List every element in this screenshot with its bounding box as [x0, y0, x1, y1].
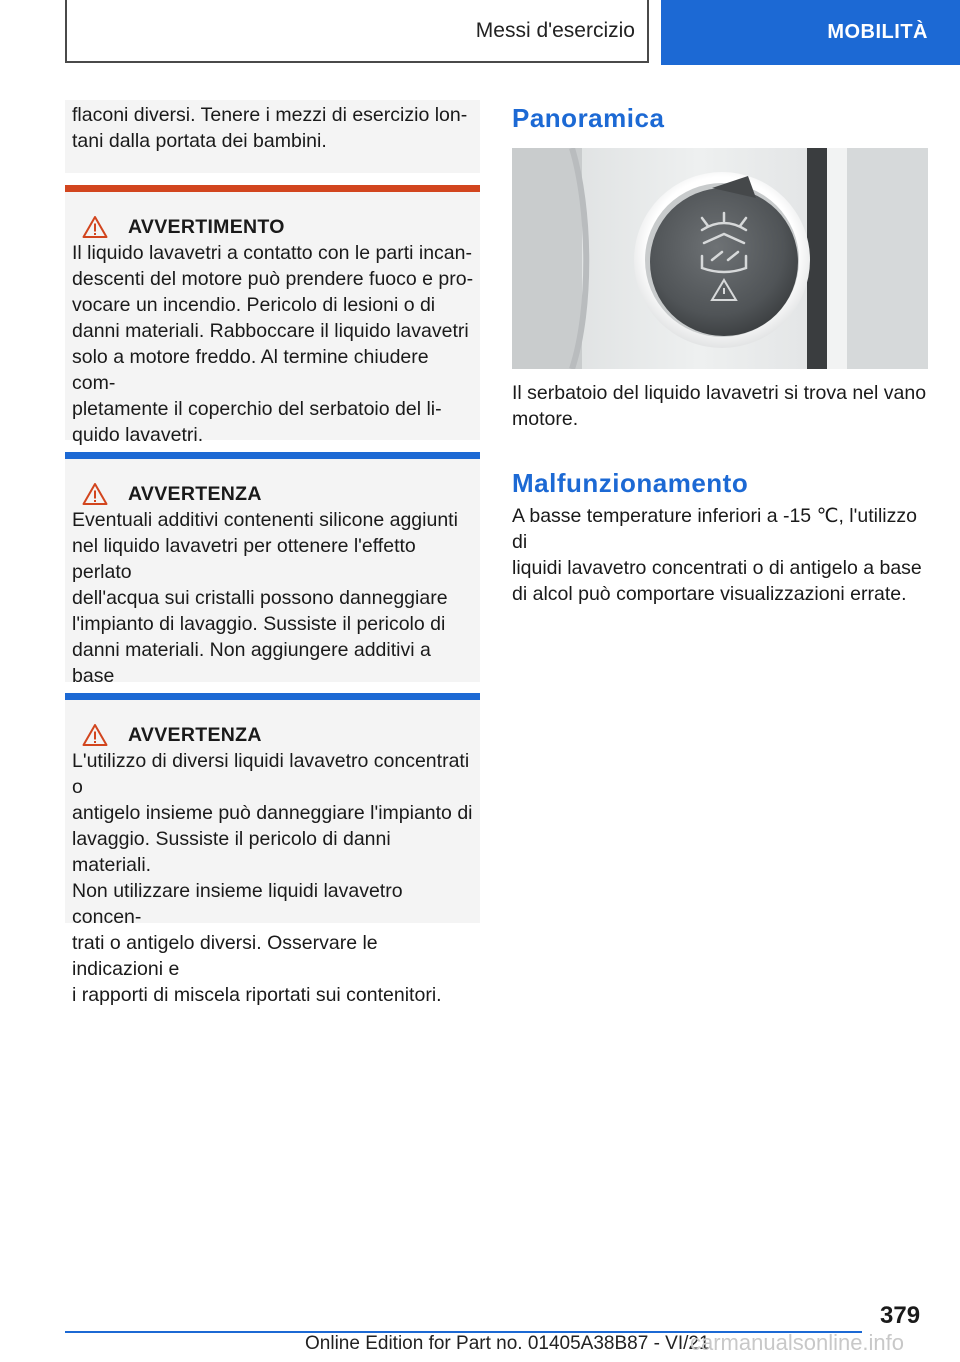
warning-box-2	[65, 452, 480, 687]
warning-bar-red	[65, 185, 480, 192]
chapter-title: MOBILITÀ	[827, 21, 928, 43]
warning-triangle-icon	[82, 723, 108, 747]
warning-title: AVVERTENZA	[128, 483, 262, 505]
overview-text: Il serbatoio del liquido lavavetri si trova nel vano motore.	[512, 382, 927, 430]
warning-text: Eventuali additivi contenenti silicone aggiunti nel liquido lavavetri per ottenere l'effetto perlato dell'acqua sui cristalli possono danneggiare l'impianto di lavaggio. Sussiste il pericolo di danni materiali. Non aggiungere additivi a base	[72, 509, 458, 687]
section-title: Messi d'esercizio	[475, 18, 635, 42]
header-chapter	[661, 0, 960, 65]
footer-edition: Online Edition for Part no. 01405A38B87 - VI/21	[305, 1333, 710, 1354]
page-number: 379	[880, 1302, 921, 1329]
continuation-text: flaconi diversi. Tenere i mezzi di esercizio lon- tani dalla portata dei bambini.	[72, 104, 468, 152]
malfunction-text: A basse temperature inferiori a -15 ℃, l'utilizzo di liquidi lavavetro concentrati o di antigelo a base di alcol può comportare visualizzazioni errate.	[512, 505, 922, 605]
overview-heading: Panoramica	[512, 103, 665, 133]
malfunction-heading: Malfunzionamento	[512, 468, 749, 498]
warning-triangle-icon	[82, 215, 108, 239]
continuation-box	[65, 100, 480, 173]
warning-box-1	[65, 185, 480, 446]
washer-fluid-cap-photo	[512, 148, 928, 369]
warning-bar-blue	[65, 452, 480, 459]
watermark: carmanualsonline.info	[690, 1330, 905, 1355]
warning-title: AVVERTIMENTO	[128, 216, 285, 238]
warning-triangle-icon	[82, 482, 108, 506]
warning-title: AVVERTENZA	[128, 724, 262, 746]
warning-bar-blue	[65, 693, 480, 700]
warning-box-3	[65, 693, 480, 1006]
warning-text: L'utilizzo di diversi liquidi lavavetro concentrati o antigelo insieme può danneggiare l'impianto di lavaggio. Sussiste il pericolo di danni materiali. Non utilizzare insieme liquidi lavavetro concen- trati o antigelo diversi. Osservare le indicazioni e i rapporti di miscela riportati sui contenitori.	[72, 750, 473, 1006]
header-section	[65, 0, 649, 63]
warning-text: Il liquido lavavetri a contatto con le parti incan- descenti del motore può prendere fuoco e pro- vocare un incendio. Pericolo di lesioni o di danni materiali. Rabboccare il liquido lavavetri solo a motore freddo. Al termine chiudere com- pletamente il coperchio del serbatoio del li- quido lavavetri.	[72, 242, 474, 446]
